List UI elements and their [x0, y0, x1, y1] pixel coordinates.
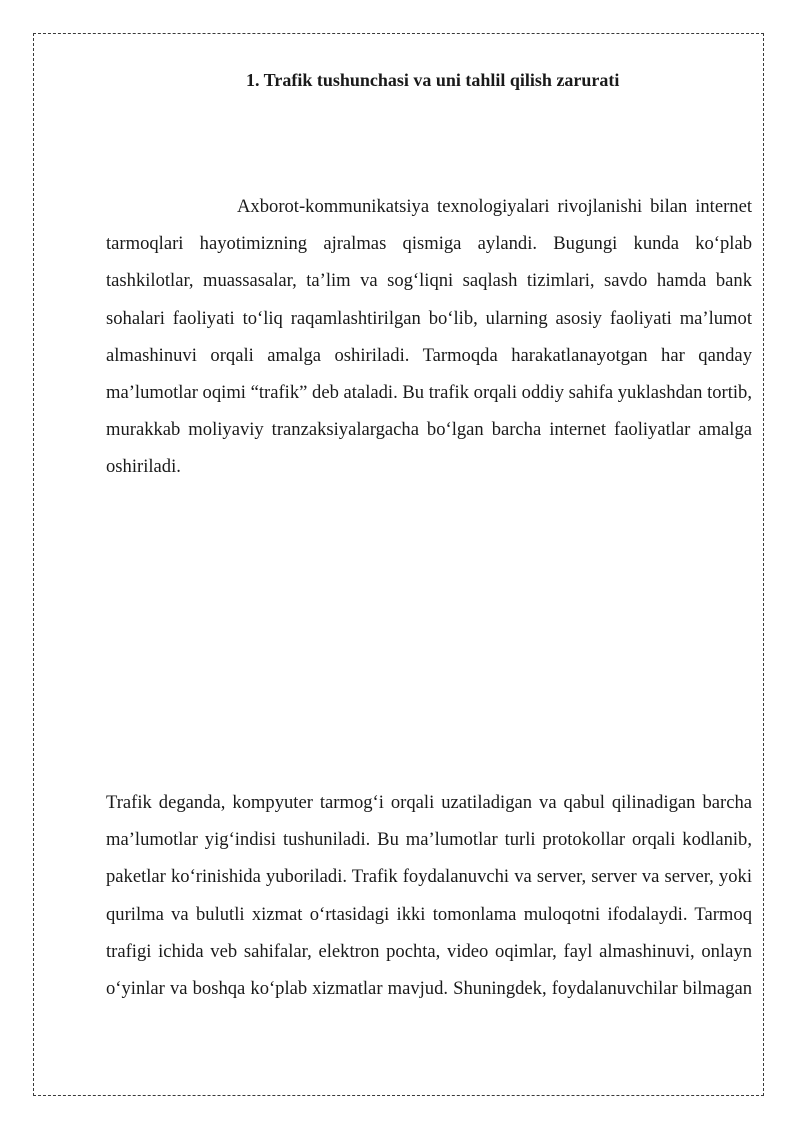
section-heading: 1. Trafik tushunchasi va uni tahlil qilish zarurati	[246, 70, 620, 90]
paragraph-line: sohalari faoliyati to‘liq raqamlashtirilgan bo‘lib, ularning asosiy faoliyati ma’lumot	[106, 307, 752, 329]
paragraph-line: Axborot-kommunikatsiya texnologiyalari rivojlanishi bilan internet	[237, 196, 752, 217]
paragraph-line: murakkab moliyaviy tranzaksiyalargacha bo‘lgan barcha internet faoliyatlar amalga	[106, 419, 752, 441]
paragraph-intro	[106, 188, 752, 486]
paragraph-line: ma’lumotlar yig‘indisi tushuniladi. Bu ma’lumotlar turli protokollar orqali kodlanib,	[106, 829, 752, 851]
paragraph-line: qurilma va bulutli xizmat o‘rtasidagi ikki tomonlama muloqotni ifodalaydi. Tarmoq	[106, 903, 752, 925]
paragraph-line: tarmoqlari hayotimizning ajralmas qismiga aylandi. Bugungi kunda ko‘plab	[106, 233, 752, 255]
paragraph-line: trafigi ichida veb sahifalar, elektron pochta, video oqimlar, fayl almashinuvi, onlayn	[106, 940, 752, 962]
paragraph-line: o‘yinlar va boshqa ko‘plab xizmatlar mavjud. Shuningdek, foydalanuvchilar bilmagan	[106, 977, 752, 999]
paragraph-line: ma’lumotlar oqimi “trafik” deb ataladi. Bu trafik orqali oddiy sahifa yuklashdan tortib,	[106, 381, 752, 403]
paragraph-definition	[106, 784, 752, 1007]
paragraph-line: oshiriladi.	[106, 456, 181, 478]
paragraph-line: tashkilotlar, muassasalar, ta’lim va sog‘liqni saqlash tizimlari, savdo hamda bank	[106, 270, 752, 292]
paragraph-line: almashinuvi orqali amalga oshiriladi. Tarmoqda harakatlanayotgan har qanday	[106, 344, 752, 366]
paragraph-line: Trafik deganda, kompyuter tarmog‘i orqali uzatiladigan va qabul qilinadigan barcha	[106, 792, 752, 813]
paragraph-line: paketlar ko‘rinishida yuboriladi. Trafik foydalanuvchi va server, server va server, yoki	[106, 866, 752, 888]
